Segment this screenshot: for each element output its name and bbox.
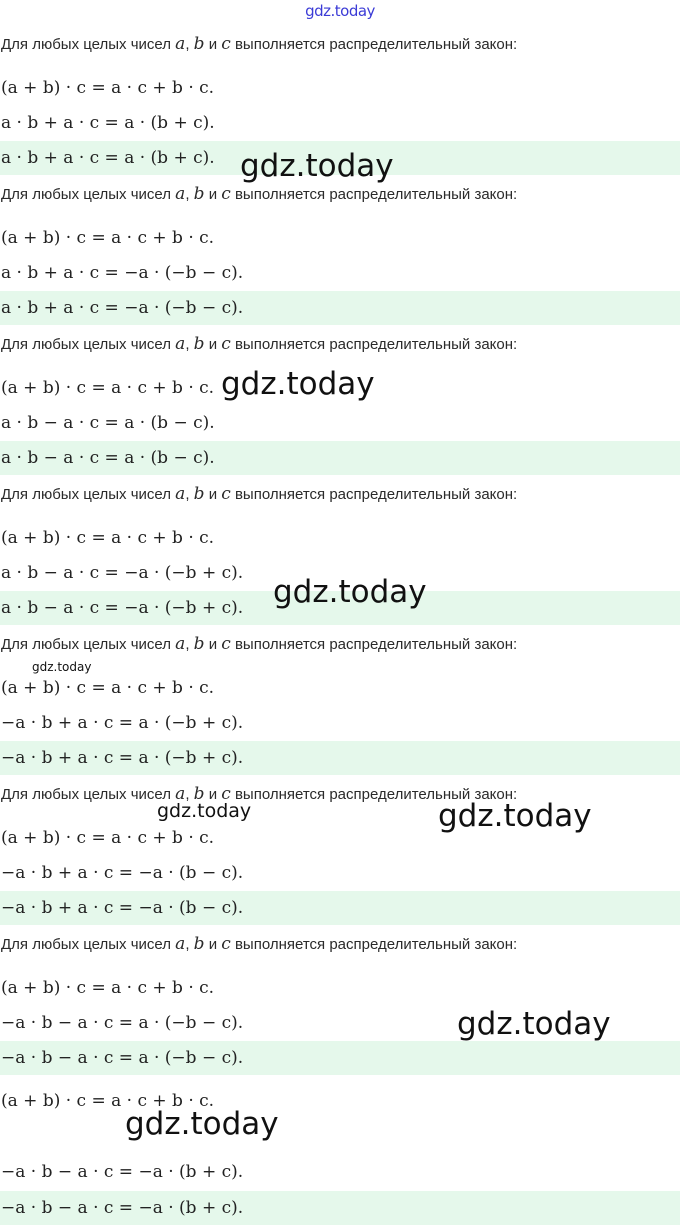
result-formula: a · b − a · c = a · (b − c). <box>0 441 680 475</box>
result-formula: a · b − a · c = −a · (−b + c). <box>0 591 680 625</box>
transform-step: a · b − a · c = −a · (−b + c). <box>1 563 244 583</box>
law-intro: Для любых целых чисел a, b и c выполняется распределительный закон: <box>1 34 518 54</box>
law-formula: (a + b) · c = a · c + b · c. <box>1 78 215 98</box>
watermark: gdz.today <box>273 574 427 610</box>
header-watermark: gdz.today <box>305 2 375 20</box>
watermark: gdz.today <box>240 148 394 184</box>
transform-step: −a · b − a · c = a · (−b − c). <box>1 1013 244 1033</box>
result-formula: −a · b + a · c = a · (−b + c). <box>0 741 680 775</box>
law-intro: Для любых целых чисел a, b и c выполняется распределительный закон: <box>1 184 518 204</box>
result-formula: −a · b − a · c = −a · (b + c). <box>0 1191 680 1225</box>
law-formula: (a + b) · c = a · c + b · c. <box>1 828 215 848</box>
law-formula: (a + b) · c = a · c + b · c. <box>1 528 215 548</box>
result-formula: a · b + a · c = a · (b + c). <box>0 141 680 175</box>
law-formula: (a + b) · c = a · c + b · c. <box>1 378 215 398</box>
law-formula: (a + b) · c = a · c + b · c. <box>1 1091 215 1111</box>
result-formula: −a · b + a · c = −a · (b − c). <box>0 891 680 925</box>
transform-step: a · b + a · c = a · (b + c). <box>1 113 215 133</box>
transform-step: a · b − a · c = a · (b − c). <box>1 413 215 433</box>
watermark: gdz.today <box>457 1006 611 1042</box>
law-intro: Для любых целых чисел a, b и c выполняется распределительный закон: <box>1 484 518 504</box>
law-formula: (a + b) · c = a · c + b · c. <box>1 678 215 698</box>
transform-step: −a · b − a · c = −a · (b + c). <box>1 1162 244 1182</box>
watermark: gdz.today <box>157 800 252 822</box>
law-intro: Для любых целых чисел a, b и c выполняется распределительный закон: <box>1 334 518 354</box>
law-intro: Для любых целых чисел a, b и c выполняется распределительный закон: <box>1 784 518 804</box>
watermark: gdz.today <box>221 366 375 402</box>
transform-step: a · b + a · c = −a · (−b − c). <box>1 263 244 283</box>
transform-step: −a · b + a · c = a · (−b + c). <box>1 713 244 733</box>
watermark: gdz.today <box>32 660 92 674</box>
law-intro: Для любых целых чисел a, b и c выполняется распределительный закон: <box>1 934 518 954</box>
result-formula: −a · b − a · c = a · (−b − c). <box>0 1041 680 1075</box>
law-formula: (a + b) · c = a · c + b · c. <box>1 978 215 998</box>
law-formula: (a + b) · c = a · c + b · c. <box>1 228 215 248</box>
law-intro: Для любых целых чисел a, b и c выполняется распределительный закон: <box>1 634 518 654</box>
watermark: gdz.today <box>125 1106 279 1142</box>
watermark: gdz.today <box>438 798 592 834</box>
transform-step: −a · b + a · c = −a · (b − c). <box>1 863 244 883</box>
result-formula: a · b + a · c = −a · (−b − c). <box>0 291 680 325</box>
